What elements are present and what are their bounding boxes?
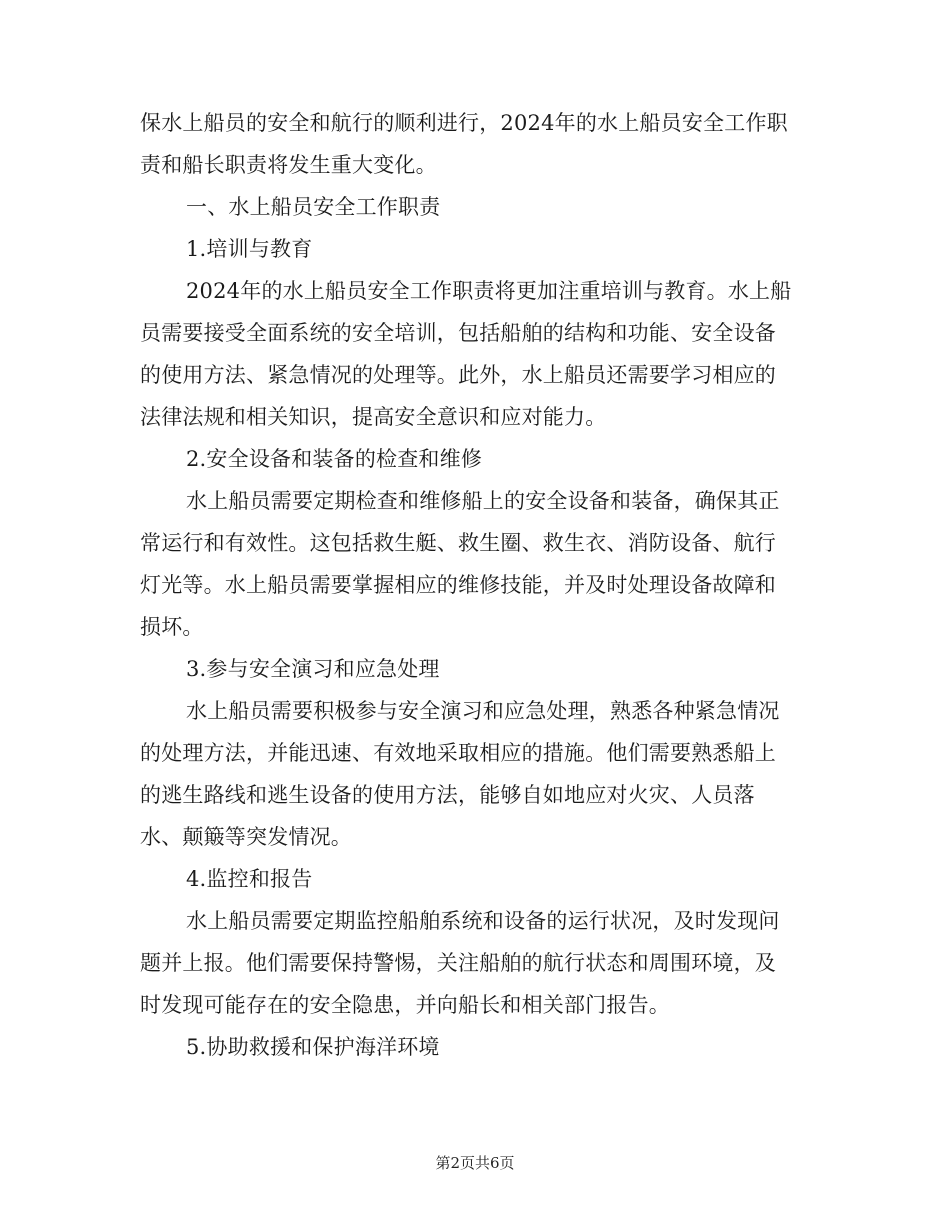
paragraph-line: 的处理方法，并能迅速、有效地采取相应的措施。他们需要熟悉船上	[140, 741, 776, 765]
paragraph-line: 2024年的水上船员安全工作职责将更加注重培训与教育。水上船	[186, 279, 792, 303]
section-heading: 一、水上船员安全工作职责	[186, 195, 441, 219]
paragraph-line: 责和船长职责将发生重大变化。	[140, 153, 437, 177]
paragraph-line: 的使用方法、紧急情况的处理等。此外，水上船员还需要学习相应的	[140, 363, 776, 387]
paragraph-line: 时发现可能存在的安全隐患，并向船长和相关部门报告。	[140, 993, 670, 1017]
subsection-heading: 3.参与安全演习和应急处理	[186, 657, 440, 681]
paragraph-line: 员需要接受全面系统的安全培训，包括船舶的结构和功能、安全设备	[140, 321, 776, 345]
paragraph-line: 水、颠簸等突发情况。	[140, 825, 352, 849]
subsection-heading: 5.协助救援和保护海洋环境	[186, 1035, 440, 1059]
paragraph-line: 的逃生路线和逃生设备的使用方法，能够自如地应对火灾、人员落	[140, 783, 755, 807]
subsection-heading: 4.监控和报告	[186, 867, 313, 891]
paragraph-line: 常运行和有效性。这包括救生艇、救生圈、救生衣、消防设备、航行	[140, 531, 776, 555]
paragraph-line: 水上船员需要积极参与安全演习和应急处理，熟悉各种紧急情况	[186, 699, 780, 723]
subsection-heading: 2.安全设备和装备的检查和维修	[186, 447, 483, 471]
page-number-footer: 第2页共6页	[435, 1154, 515, 1172]
paragraph-line: 水上船员需要定期检查和维修船上的安全设备和装备，确保其正	[186, 489, 780, 513]
paragraph-line: 损坏。	[140, 615, 204, 639]
document-body	[140, 102, 805, 1068]
paragraph-line: 保水上船员的安全和航行的顺利进行，2024年的水上船员安全工作职	[140, 111, 788, 135]
paragraph-line: 法律法规和相关知识，提高安全意识和应对能力。	[140, 405, 607, 429]
paragraph-line: 题并上报。他们需要保持警惕，关注船舶的航行状态和周围环境，及	[140, 951, 776, 975]
paragraph-line: 灯光等。水上船员需要掌握相应的维修技能，并及时处理设备故障和	[140, 573, 776, 597]
paragraph-line: 水上船员需要定期监控船舶系统和设备的运行状况，及时发现问	[186, 909, 780, 933]
subsection-heading: 1.培训与教育	[186, 237, 313, 261]
